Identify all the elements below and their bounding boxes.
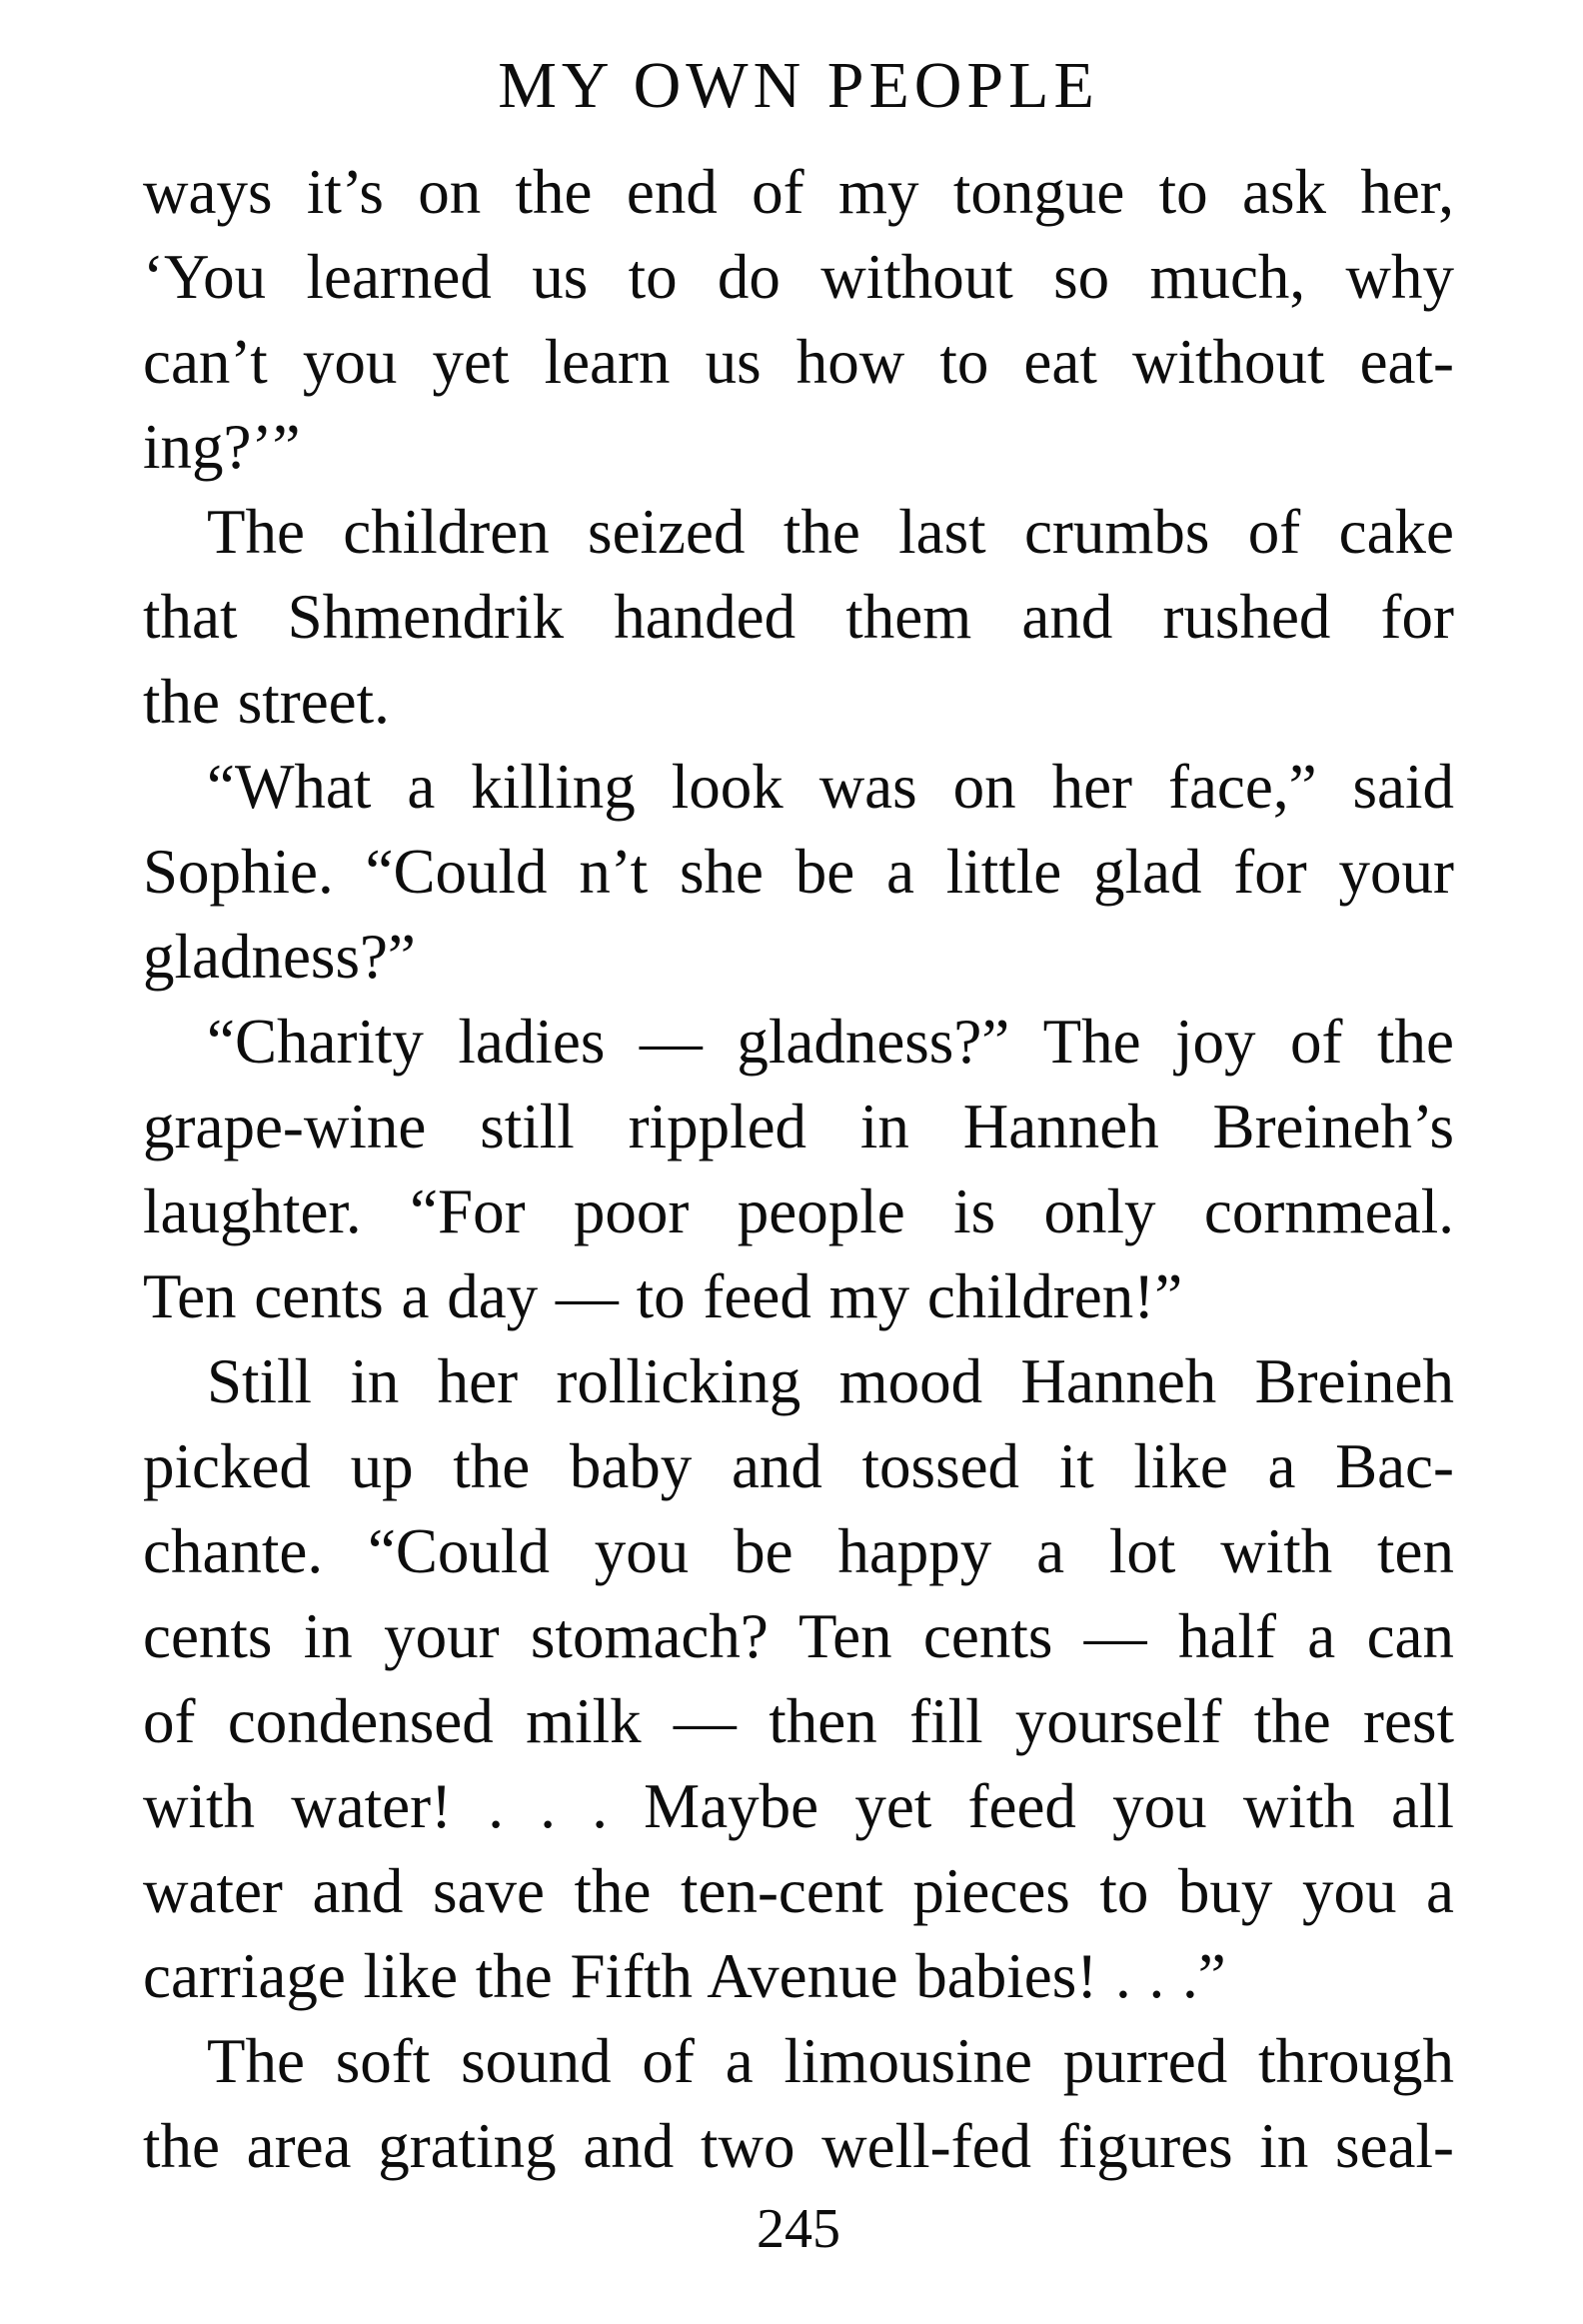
text-line: cents in your stomach? Ten cents — half a can: [143, 1601, 1454, 1671]
text-line: The children seized the last crumbs of cake: [207, 497, 1454, 567]
text-line: ways it’s on the end of my tongue to ask her,: [143, 157, 1454, 227]
text-line: water and save the ten-cent pieces to buy you a: [143, 1856, 1454, 1926]
running-head: MY OWN PEOPLE: [498, 49, 1099, 122]
page-number: 245: [757, 2198, 840, 2260]
text-line: The soft sound of a limousine purred through: [207, 2026, 1454, 2096]
text-line: with water! . . . Maybe yet feed you with all: [143, 1771, 1454, 1841]
text-line: Sophie. “Could n’t she be a little glad for your: [143, 837, 1454, 907]
text-line: “What a killing look was on her face,” said: [207, 752, 1454, 822]
text-line: gladness?”: [143, 922, 416, 992]
text-line: Ten cents a day — to feed my children!”: [143, 1261, 1183, 1331]
text-line: ‘You learned us to do without so much, why: [143, 242, 1454, 312]
text-line: ing?’”: [143, 412, 301, 482]
text-line: carriage like the Fifth Avenue babies! . . .”: [143, 1941, 1226, 2011]
text-line: of condensed milk — then fill yourself the rest: [143, 1686, 1454, 1756]
text-line: laughter. “For poor people is only cornmeal.: [143, 1176, 1454, 1246]
body-text: [143, 150, 1454, 2189]
text-line: can’t you yet learn us how to eat without eat-: [143, 327, 1454, 397]
text-line: grape-wine still rippled in Hanneh Breineh’s: [143, 1092, 1454, 1162]
text-line: “Charity ladies — gladness?” The joy of the: [207, 1007, 1454, 1077]
text-line: Still in her rollicking mood Hanneh Breineh: [207, 1346, 1454, 1416]
text-line: the street.: [143, 667, 390, 737]
text-line: the area grating and two well-fed figures in seal-: [143, 2111, 1454, 2181]
text-line: picked up the baby and tossed it like a Bac-: [143, 1431, 1454, 1501]
text-line: chante. “Could you be happy a lot with ten: [143, 1516, 1454, 1586]
text-line: that Shmendrik handed them and rushed for: [143, 582, 1454, 652]
